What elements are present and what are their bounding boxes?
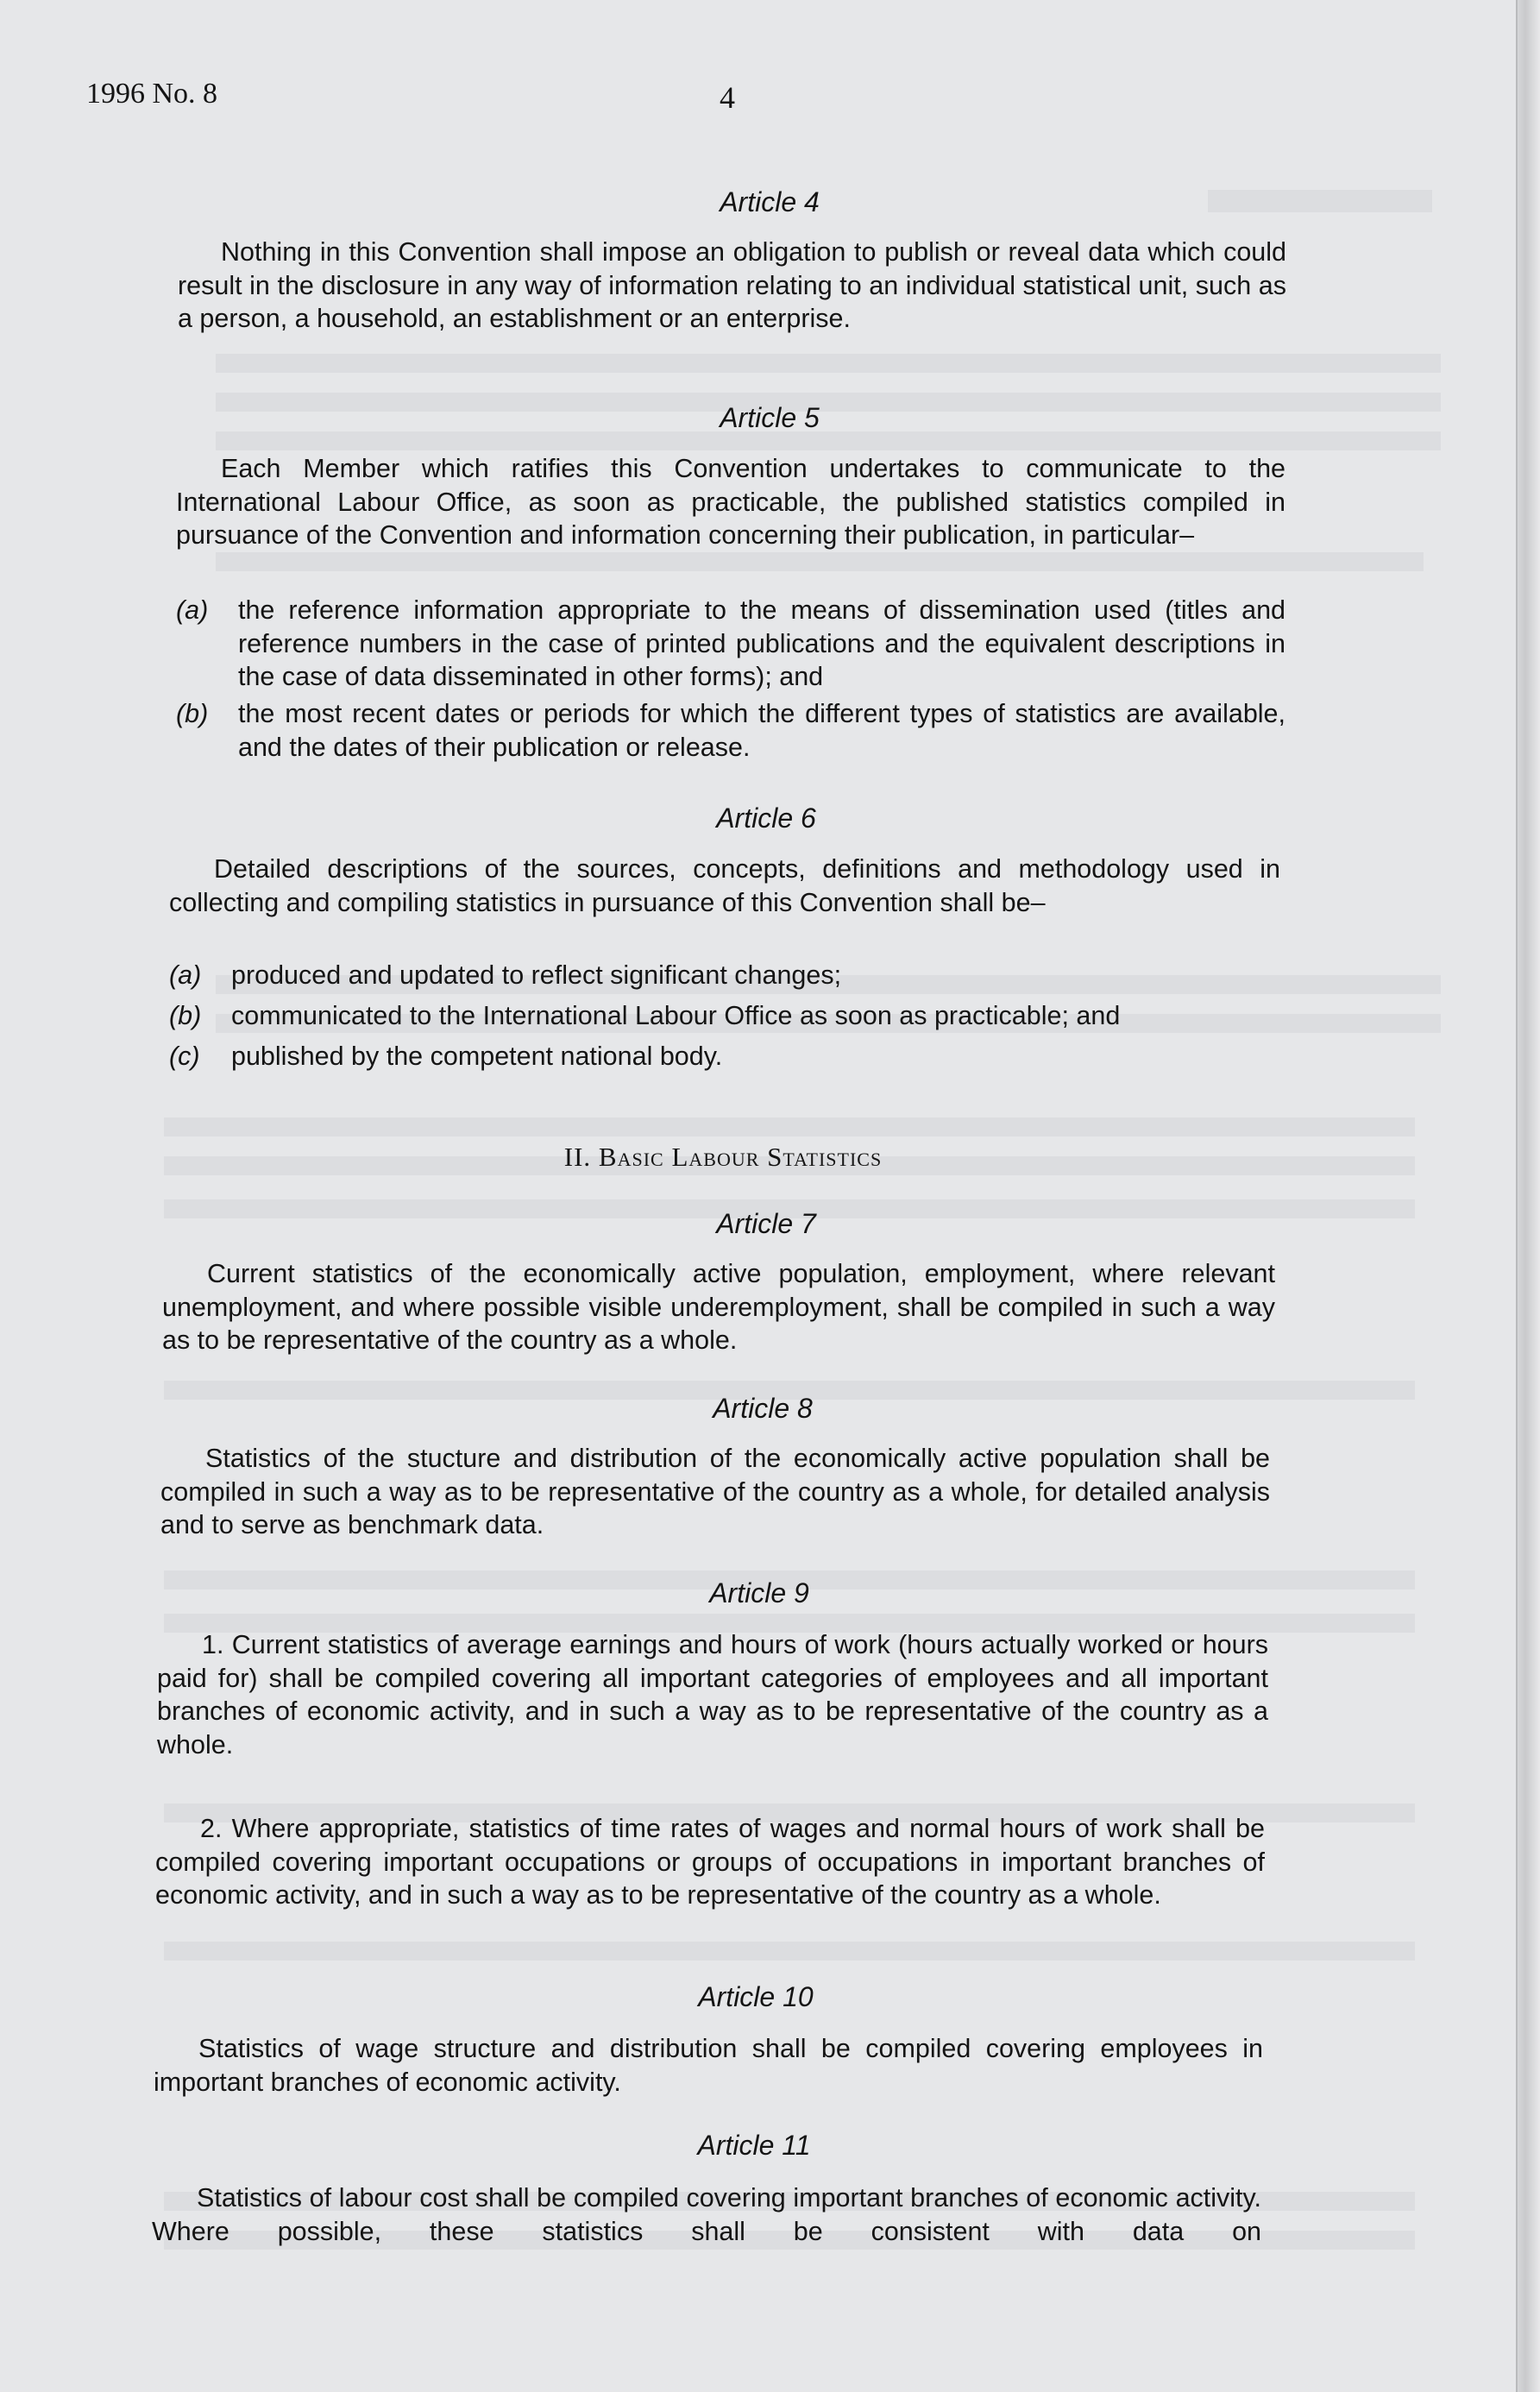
article-6-text: Detailed descriptions of the sources, concepts, definitions and methodology used in collecting and compiling statistics in pursuance of this Convention shall be– — [169, 854, 1280, 917]
item-text: published by the competent national body. — [231, 1042, 723, 1071]
article-11-text: Statistics of labour cost shall be compiled covering important branches of economic activity. Where possible, these statistics shall be consistent with data on — [152, 2183, 1261, 2246]
publication-reference: 1996 No. 8 — [86, 78, 218, 110]
section-heading — [421, 1142, 1025, 1173]
article-9-heading: Article 9 — [709, 1577, 809, 1608]
article-6-heading: Article 6 — [716, 803, 816, 834]
item-text: the reference information appropriate to the means of dissemination used (titles and reference numbers in the case of printed publications and the equivalent descriptions in the case of data disseminated in other forms); and — [238, 595, 1285, 691]
section-numeral: II. — [563, 1142, 592, 1172]
article-10-heading: Article 10 — [698, 1981, 814, 2012]
article-6-item-b — [169, 999, 1280, 1034]
article-8-heading: Article 8 — [713, 1393, 813, 1424]
item-marker: (a) — [169, 960, 202, 990]
item-marker: (b) — [169, 1001, 202, 1030]
article-7-heading: Article 7 — [716, 1208, 816, 1239]
article-4-text: Nothing in this Convention shall impose an obligation to publish or reveal data which could result in the disclosure in any way of information relating to an individual statistical unit, such as a person, a household, an establishment or an enterprise. — [178, 237, 1286, 333]
item-marker: (a) — [176, 595, 209, 625]
item-text: the most recent dates or periods for which the different types of statistics are available, and the dates of their publication or release. — [238, 699, 1285, 762]
item-marker: (c) — [169, 1042, 200, 1071]
article-5-item-b — [176, 697, 1285, 766]
item-marker: (b) — [176, 699, 209, 728]
article-8-text: Statistics of the stucture and distribution of the economically active population shall be compiled in such a way as to be representative of the country as a whole, for detailed analysis and to serve as benchmark data. — [160, 1444, 1270, 1539]
article-9-paragraph-2: 2. Where appropriate, statistics of time rates of wages and normal hours of work shall be compiled covering important occupations or groups of occupations in important branches of economic activity, and in such a way as to be representative of the country as a whole. — [155, 1814, 1265, 1910]
article-9-paragraph-1: 1. Current statistics of average earnings and hours of work (hours actually worked or hours paid for) shall be compiled covering all important categories of employees and all important branches of economic activity, and in such a way as to be representative of the country as a whole. — [157, 1630, 1268, 1759]
page-number: 4 — [720, 80, 735, 115]
article-10-text: Statistics of wage structure and distribution shall be compiled covering employees in important branches of economic activity. — [154, 2034, 1263, 2097]
section-title: Basic Labour Statistics — [598, 1142, 883, 1172]
article-5-text: Each Member which ratifies this Convention undertakes to communicate to the International Labour Office, as soon as practicable, the published statistics compiled in pursuance of the Convention and information concerning their publication, in particular– — [176, 454, 1285, 550]
article-7-text: Current statistics of the economically active population, employment, where relevant unemployment, and where possible visible underemployment, shall be compiled in such a way as to be representative of the country as a whole. — [162, 1259, 1275, 1355]
article-5-heading: Article 5 — [720, 402, 820, 433]
article-11-heading: Article 11 — [697, 2130, 811, 2161]
article-5-item-a — [176, 594, 1285, 697]
article-6-item-c — [169, 1040, 1280, 1074]
item-text: produced and updated to reflect significant changes; — [231, 960, 842, 990]
article-6-item-a — [169, 959, 1280, 993]
article-4-heading: Article 4 — [720, 186, 820, 217]
item-text: communicated to the International Labour Office as soon as practicable; and — [231, 1001, 1121, 1030]
